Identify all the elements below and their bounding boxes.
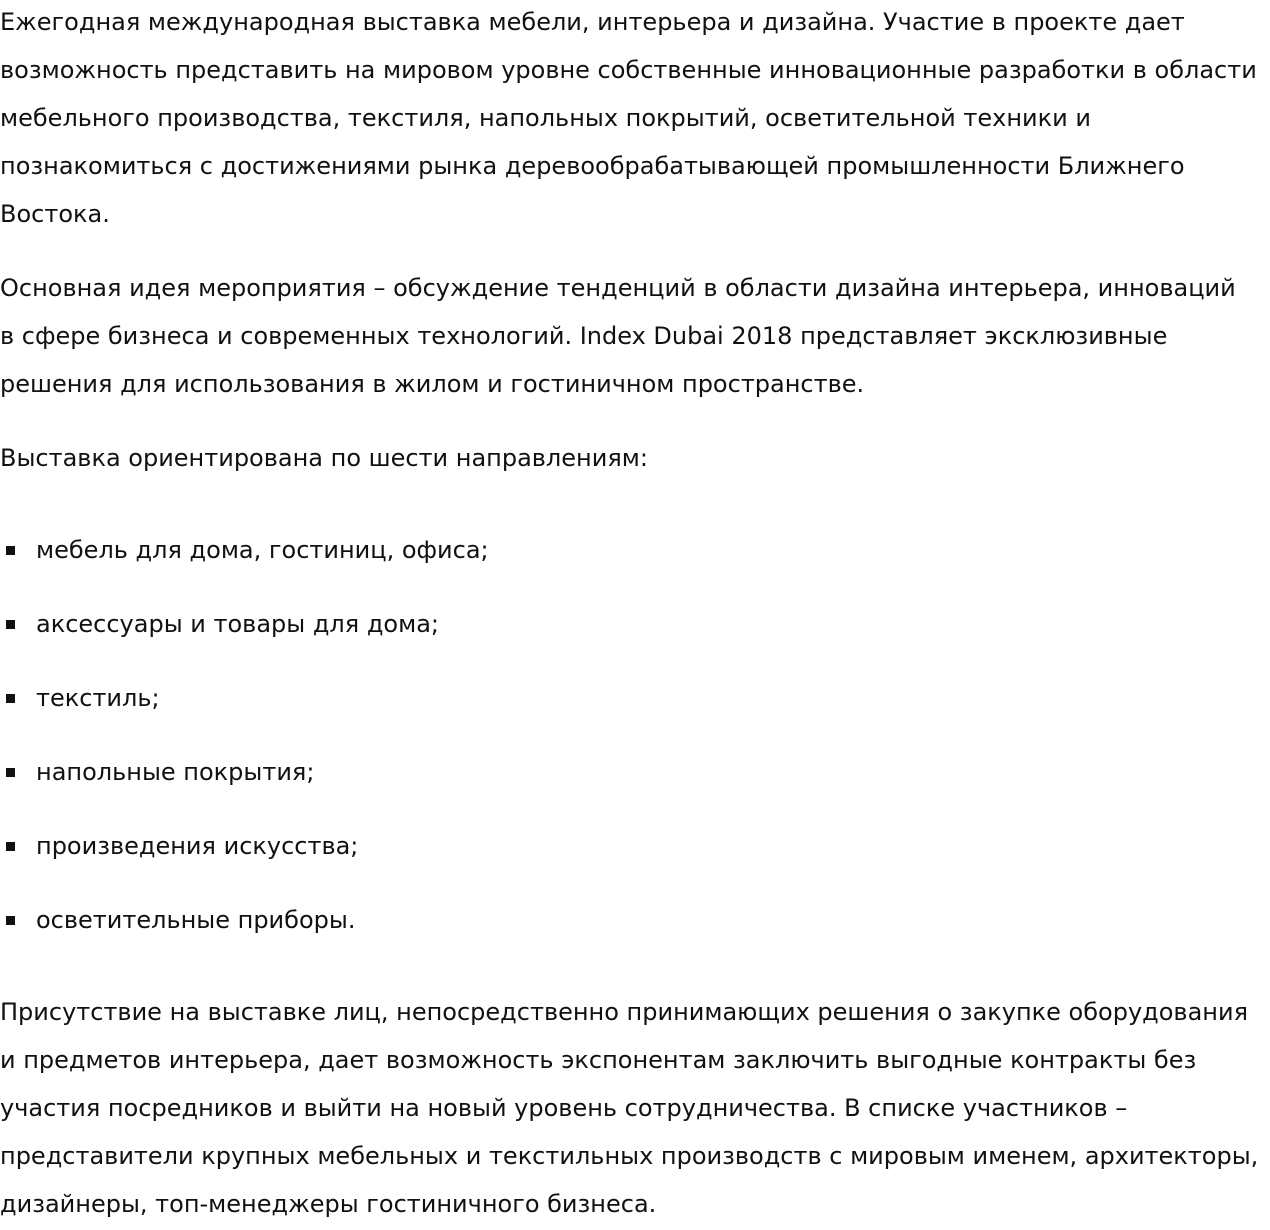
list-item-text: произведения искусства;	[36, 832, 359, 860]
list-item	[0, 600, 1270, 648]
list-item-text: осветительные приборы.	[36, 906, 356, 934]
square-bullet-icon	[6, 694, 15, 703]
list-item-text: напольные покрытия;	[36, 758, 315, 786]
square-bullet-icon	[6, 620, 15, 629]
list-item	[0, 822, 1270, 870]
list-intro: Выставка ориентирована по шести направлениям:	[0, 444, 648, 472]
list-item-text: аксессуары и товары для дома;	[36, 610, 440, 638]
list-item-text: текстиль;	[36, 684, 160, 712]
closing-paragraph: Присутствие на выставке лиц, непосредственно принимающих решения о закупке оборудования и предметов интерьера, дает возможность экспонентам заключить выгодные контракты без участия посредников и выйти на новый уровень сотрудничества. В списке участников – представители крупных мебельных и текстильных производств с мировым именем, архитекторы, дизайнеры, топ-менеджеры гостиничного бизнеса.	[0, 998, 1259, 1218]
list-item	[0, 674, 1270, 722]
square-bullet-icon	[6, 916, 15, 925]
list-item	[0, 526, 1270, 574]
list-item	[0, 896, 1270, 944]
idea-paragraph: Основная идея мероприятия – обсуждение тенденций в области дизайна интерьера, инноваций в сфере бизнеса и современных технологий. Index Dubai 2018 представляет эксклюзивные решения для использования в жилом и гостиничном пространстве.	[0, 274, 1236, 398]
square-bullet-icon	[6, 546, 15, 555]
square-bullet-icon	[6, 768, 15, 777]
list-item-text: мебель для дома, гостиниц, офиса;	[36, 536, 489, 564]
list-item	[0, 748, 1270, 796]
directions-list	[0, 526, 1270, 944]
intro-paragraph: Ежегодная международная выставка мебели, интерьера и дизайна. Участие в проекте дает возможность представить на мировом уровне собственные инновационные разработки в области мебельного производства, текстиля, напольных покрытий, осветительной техники и познакомиться с достижениями рынка деревообрабатывающей промышленности Ближнего Востока.	[0, 8, 1257, 228]
square-bullet-icon	[6, 842, 15, 851]
